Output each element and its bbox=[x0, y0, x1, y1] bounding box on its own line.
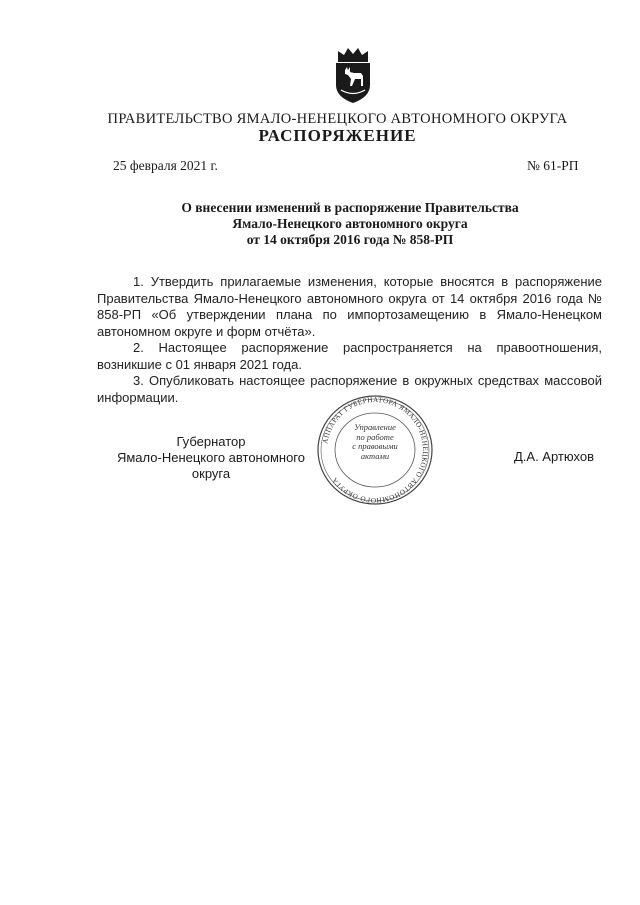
stamp-line: по работе bbox=[356, 431, 394, 442]
government-name: ПРАВИТЕЛЬСТВО ЯМАЛО-НЕНЕЦКОГО АВТОНОМНОГО ОКРУГА bbox=[107, 111, 568, 127]
paragraph-1: 1. Утвердить прилагаемые изменения, которые вносятся в распоряжение Правительства Ямало-Ненецкого автономного округа от 14 октября 2016 года № 858-РП «Об утверждении плана по импортозамещению в Ямало-Ненецком автономном округе и форм отчёта». bbox=[97, 274, 602, 339]
coat-of-arms-icon bbox=[330, 45, 376, 105]
signatory-position bbox=[97, 434, 325, 482]
position-line: Губернатор bbox=[176, 434, 246, 449]
stamp-line: с правовыми bbox=[352, 441, 398, 451]
title-line: Ямало-Ненецкого автономного округа bbox=[232, 216, 468, 231]
title-line: от 14 октября 2016 года № 858-РП bbox=[246, 232, 454, 247]
stamp-line: Управление bbox=[354, 422, 396, 432]
paragraph-3: 3. Опубликовать настоящее распоряжение в окружных средствах массовой информации. bbox=[97, 373, 602, 405]
document-type: РАСПОРЯЖЕНИЕ bbox=[258, 126, 417, 145]
document-number: № 61-РП bbox=[527, 158, 579, 173]
signatory-name: Д.А. Артюхов bbox=[514, 449, 594, 464]
paragraph-2: 2. Настоящее распоряжение распространяется на правоотношения, возникшие с 01 января 2021 года. bbox=[97, 340, 602, 372]
stamp-line: актами bbox=[360, 450, 390, 461]
document-date: 25 февраля 2021 г. bbox=[113, 158, 218, 173]
document-title bbox=[120, 200, 580, 248]
stamp-ring-text: АППАРАТ ГУБЕРНАТОРА ЯМАЛО-НЕНЕЦКОГО АВТОНОМНОГО ОКРУГА bbox=[321, 395, 430, 505]
position-line: Ямало-Ненецкого автономного округа bbox=[116, 450, 305, 481]
stamp-center-text bbox=[337, 423, 413, 461]
document-body bbox=[97, 274, 602, 406]
title-line: О внесении изменений в распоряжение Правительства bbox=[181, 200, 519, 215]
